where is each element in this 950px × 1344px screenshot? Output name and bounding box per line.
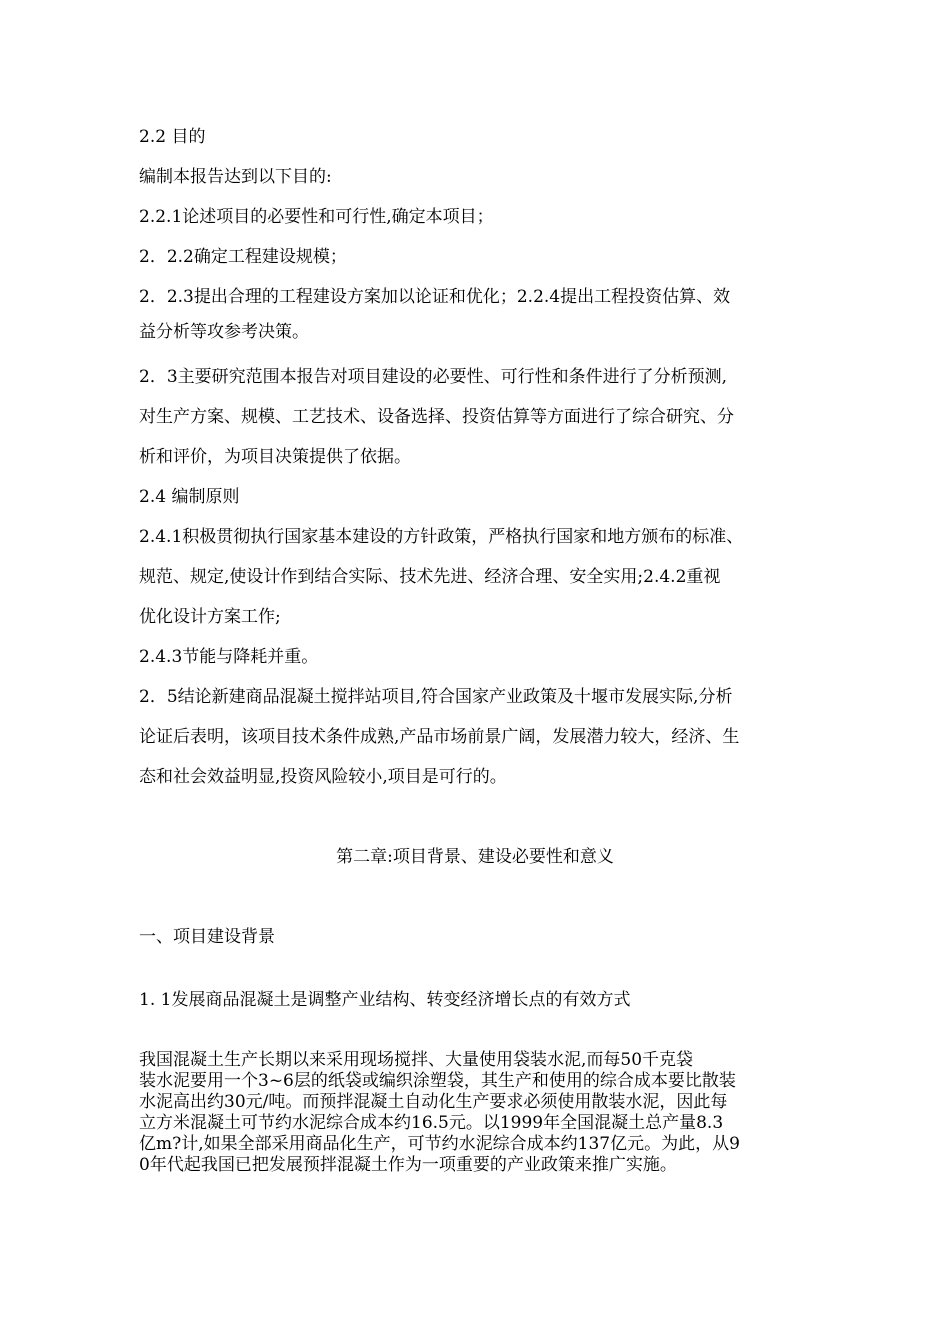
paragraph-line: 0年代起我国已把发展预拌混凝土作为一项重要的产业政策来推广实施。 xyxy=(139,1155,677,1175)
section-2-4-heading: 2.4 编制原则 xyxy=(139,487,240,507)
chapter-title: 第二章:项目背景、建设必要性和意义 xyxy=(336,847,614,867)
section-2-3-line-1: 2．3主要研究范围本报告对项目建设的必要性、可行性和条件进行了分析预测, xyxy=(139,367,728,387)
section-2-5-line-1: 2．5结论新建商品混凝土搅拌站项目,符合国家产业政策及十堰市发展实际,分析 xyxy=(139,687,733,707)
section-2-5-line-3: 态和社会效益明显,投资风险较小,项目是可行的。 xyxy=(139,767,507,787)
item-2-4-1-line-3: 优化设计方案工作; xyxy=(139,607,281,627)
item-2-4-1-line-2: 规范、规定,使设计作到结合实际、技术先进、经济合理、安全实用;2.4.2重视 xyxy=(139,567,721,587)
section-2-2-intro: 编制本报告达到以下目的: xyxy=(139,167,332,187)
paragraph-line: 我国混凝土生产长期以来采用现场搅拌、大量使用袋装水泥,而每50千克袋 xyxy=(139,1050,694,1070)
item-2-4-1-line-1: 2.4.1积极贯彻执行国家基本建设的方针政策，严格执行国家和地方颁布的标准、 xyxy=(139,527,744,547)
section-2-3-line-2: 对生产方案、规模、工艺技术、设备选择、投资估算等方面进行了综合研究、分 xyxy=(139,407,734,427)
section-1-heading: 一、项目建设背景 xyxy=(139,927,275,947)
paragraph-line: 水泥高出约30元/吨。而预拌混凝土自动化生产要求必须使用散装水泥，因此每 xyxy=(139,1092,728,1112)
paragraph-line: 立方米混凝土可节约水泥综合成本约16.5元。以1999年全国混凝土总产量8.3 xyxy=(139,1113,724,1133)
section-2-5-line-2: 论证后表明，该项目技术条件成熟,产品市场前景广阔，发展潜力较大，经济、生 xyxy=(139,727,740,747)
item-2-2-3-line-2: 益分析等攻参考决策。 xyxy=(139,322,309,342)
item-2-2-1: 2.2.1论述项目的必要性和可行性,确定本项目； xyxy=(139,207,494,227)
section-2-2-heading: 2.2 目的 xyxy=(139,127,206,147)
paragraph-line: 装水泥要用一个3~6层的纸袋或编织涂塑袋，其生产和使用的综合成本要比散装 xyxy=(139,1071,736,1091)
subsection-1-1-heading: 1. 1发展商品混凝土是调整产业结构、转变经济增长点的有效方式 xyxy=(139,990,631,1010)
item-2-4-3: 2.4.3节能与降耗并重。 xyxy=(139,647,319,667)
section-2-3-line-3: 析和评价，为项目决策提供了依据。 xyxy=(139,447,411,467)
item-2-2-3-line-1: 2．2.3提出合理的工程建设方案加以论证和优化；2.2.4提出工程投资估算、效 xyxy=(139,287,731,307)
paragraph-line: 亿m?计,如果全部采用商品化生产，可节约水泥综合成本约137亿元。为此，从9 xyxy=(139,1134,740,1154)
item-2-2-2: 2．2.2确定工程建设规模； xyxy=(139,247,347,267)
